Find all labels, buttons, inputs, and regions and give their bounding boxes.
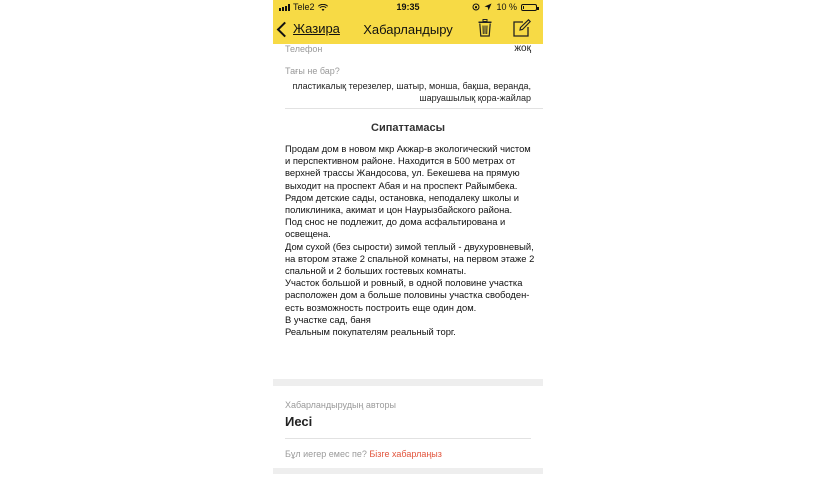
compose-icon[interactable]	[513, 19, 531, 37]
battery-icon	[521, 4, 537, 11]
report-link[interactable]: Бізге хабарлаңыз	[369, 449, 442, 459]
extra-value: пластикалық терезелер, шатыр, монша, бақша, веранда, шаруашылық қора-жайлар	[292, 81, 531, 103]
page-title: Хабарландыру	[363, 22, 453, 37]
description-text: Продам дом в новом мкр Акжар-в экологический чистом и перспективном районе. Находится в 500 метрах от верхней трассы Жандосова, ул. Бекешева на прямую выходит на проспект Абая и на проспект Райымбека. Рядом детские сады, остановка, неподалеку школы и поликлиника, акимат и цон Наурызбайского района. Под снос не подлежит, до дома асфальтирована и освещена. Дом сухой (без сырости) зимой теплый - двухуровневый, на втором этаже 2 спальной комнаты, на первом этаже 2 спальной и 2 больших гостевых комнаты. Участок большой и ровный, в одной половине участка расположен дом а больше половины участка свободен-есть возможность построить еще один дом. В участке сад, баня Реальным покупателям реальный торг.	[285, 143, 535, 338]
header	[273, 0, 543, 44]
phone-value: жоқ	[514, 43, 531, 54]
carrier-label: Tele2	[293, 2, 315, 12]
trash-icon[interactable]	[478, 19, 492, 37]
author-name: Иесі	[285, 414, 313, 429]
phone-row	[285, 44, 531, 56]
nav-bar	[273, 14, 543, 44]
section-separator	[273, 468, 543, 474]
chevron-left-icon	[277, 21, 293, 37]
phone-screen	[273, 0, 543, 480]
status-time: 19:35	[396, 2, 420, 12]
divider	[285, 438, 531, 439]
not-owner-row	[285, 449, 442, 459]
not-owner-text: Бұл иегер емес пе?	[285, 449, 367, 459]
battery-percent: 10 %	[496, 2, 517, 12]
phone-label: Телефон	[285, 44, 323, 54]
section-separator	[273, 379, 543, 386]
status-bar	[273, 0, 543, 14]
description-title: Сипаттамасы	[371, 122, 445, 134]
divider	[285, 108, 543, 109]
location-icon	[484, 3, 492, 11]
back-button[interactable]	[279, 21, 340, 36]
back-label: Жазира	[293, 21, 340, 36]
author-label: Хабарландырудың авторы	[285, 400, 396, 410]
extra-label: Тағы не бар?	[285, 66, 340, 76]
rotation-lock-icon	[472, 3, 480, 11]
status-right	[472, 2, 537, 12]
